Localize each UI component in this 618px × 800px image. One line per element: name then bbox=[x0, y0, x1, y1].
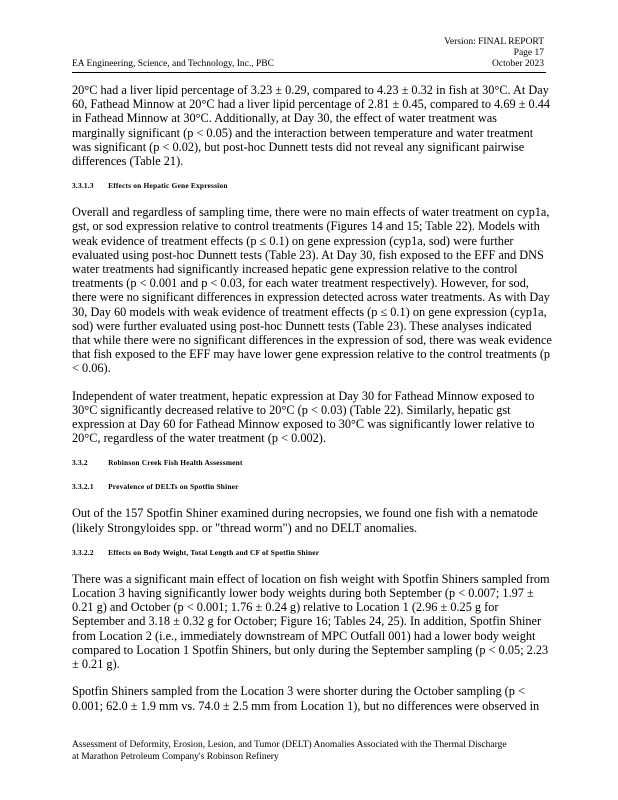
section-heading-3-3-2-2 bbox=[72, 548, 552, 558]
section-number: 3.3.2.1 bbox=[72, 482, 94, 492]
footer-line-1: Assessment of Deformity, Erosion, Lesion, and Tumor (DELT) Anomalies Associated with the Thermal Discharge bbox=[72, 740, 507, 750]
section-heading-3-3-2-1 bbox=[72, 482, 552, 492]
paragraph-total-length: Spotfin Shiners sampled from the Location 3 were shorter during the October sampling (p < 0.001; 62.0 ± 1.9 mm vs. 74.0 ± 2.5 mm from Location 1), but no differences were observed in bbox=[72, 684, 540, 713]
section-title: Robinson Creek Fish Health Assessment bbox=[108, 458, 243, 468]
paragraph-delt-prevalence: Out of the 157 Spotfin Shiner examined during necropsies, we found one fish with a nematode (likely Strongyloides spp. or "thread worm") and no DELT anomalies. bbox=[72, 506, 538, 535]
page-footer bbox=[72, 740, 552, 763]
paragraph-liver-lipid: 20°C had a liver lipid percentage of 3.23 ± 0.29, compared to 4.23 ± 0.32 in fish at 30°C. At Day 60, Fathead Minnow at 20°C had a liver lipid percentage of 2.81 ± 0.45, compared to 4.69 ± 0.44 in Fathead Minnow at 30°C. Additionally, at Day 30, the effect of water treatment was marginally significant (p < 0.05) and the interaction between temperature and water treatment was significant (p < 0.02), but post-hoc Dunnett tests did not reveal any significant pairwise differences (Table 21). bbox=[72, 83, 551, 169]
page-body bbox=[72, 83, 552, 726]
header-divider bbox=[72, 72, 546, 73]
paragraph-body-weight: There was a significant main effect of location on fish weight with Spotfin Shiners sampled from Location 3 having significantly lower body weights during both September (p < 0.007; 1.97 ± 0.21 g) and October (p < 0.001; 1.76 ± 0.24 g) relative to Location 1 (2.96 ± 0.25 g for September and 3.18 ± 0.32 g for October; Figure 16; Tables 24, 25). In addition, Spotfin Shiner from Location 2 (i.e., immediately downstream of MPC Outfall 001) had a lower body weight compared to Location 1 Spotfin Shiners, but only during the September sampling (p < 0.05; 2.23 ± 0.21 g). bbox=[72, 571, 550, 672]
section-heading-3-3-1-3 bbox=[72, 181, 552, 191]
section-number: 3.3.1.3 bbox=[72, 181, 94, 191]
section-title: Effects on Hepatic Gene Expression bbox=[108, 181, 228, 191]
report-date: October 2023 bbox=[492, 59, 544, 69]
paragraph-temperature-effects: Independent of water treatment, hepatic expression at Day 30 for Fathead Minnow exposed to 30°C significantly decreased relative to 20°C (p < 0.03) (Table 22). Similarly, hepatic gst expression at Day 60 for Fathead Minnow exposed to 30°C was significantly lower relative to 20°C, regardless of the water treatment (p < 0.002). bbox=[72, 388, 535, 446]
page-number: Page 17 bbox=[513, 48, 544, 58]
section-number: 3.3.2 bbox=[72, 458, 88, 468]
section-number: 3.3.2.2 bbox=[72, 547, 94, 557]
section-heading-3-3-2 bbox=[72, 458, 552, 468]
report-version: Version: FINAL REPORT bbox=[444, 37, 544, 47]
section-title: Prevalence of DELTs on Spotfin Shiner bbox=[108, 482, 239, 492]
section-title: Effects on Body Weight, Total Length and CF of Spotfin Shiner bbox=[108, 547, 320, 557]
page-header-right bbox=[444, 37, 544, 70]
paragraph-gene-expression: Overall and regardless of sampling time, there were no main effects of water treatment on cyp1a, gst, or sod expression relative to control treatments (Figures 14 and 15; Table 22). Models with weak evidence of treatment effects (p ≤ 0.1) on gene expression (cyp1a, sod) were further evaluated using post-hoc Dunnett tests (Table 23). At Day 30, fish exposed to the EFF and DNS water treatments had significantly increased hepatic gene expression relative to the control treatments (p < 0.001 and p < 0.03, for each water treatment respectively). However, for sod, there were no significant differences in expression detected across water treatments. As with Day 30, Day 60 models with weak evidence of treatment effects (p ≤ 0.1) on gene expression (cyp1a, sod) were further evaluated using post-hoc Dunnett tests (Table 23). These analyses indicated that while there were no significant differences in the expression of sod, there was weak evidence that fish exposed to the EFF may have lower gene expression relative to the control treatments (p < 0.06). bbox=[72, 205, 552, 376]
footer-line-2: at Marathon Petroleum Company's Robinson Refinery bbox=[72, 751, 279, 762]
company-name: EA Engineering, Science, and Technology, Inc., PBC bbox=[72, 59, 274, 69]
